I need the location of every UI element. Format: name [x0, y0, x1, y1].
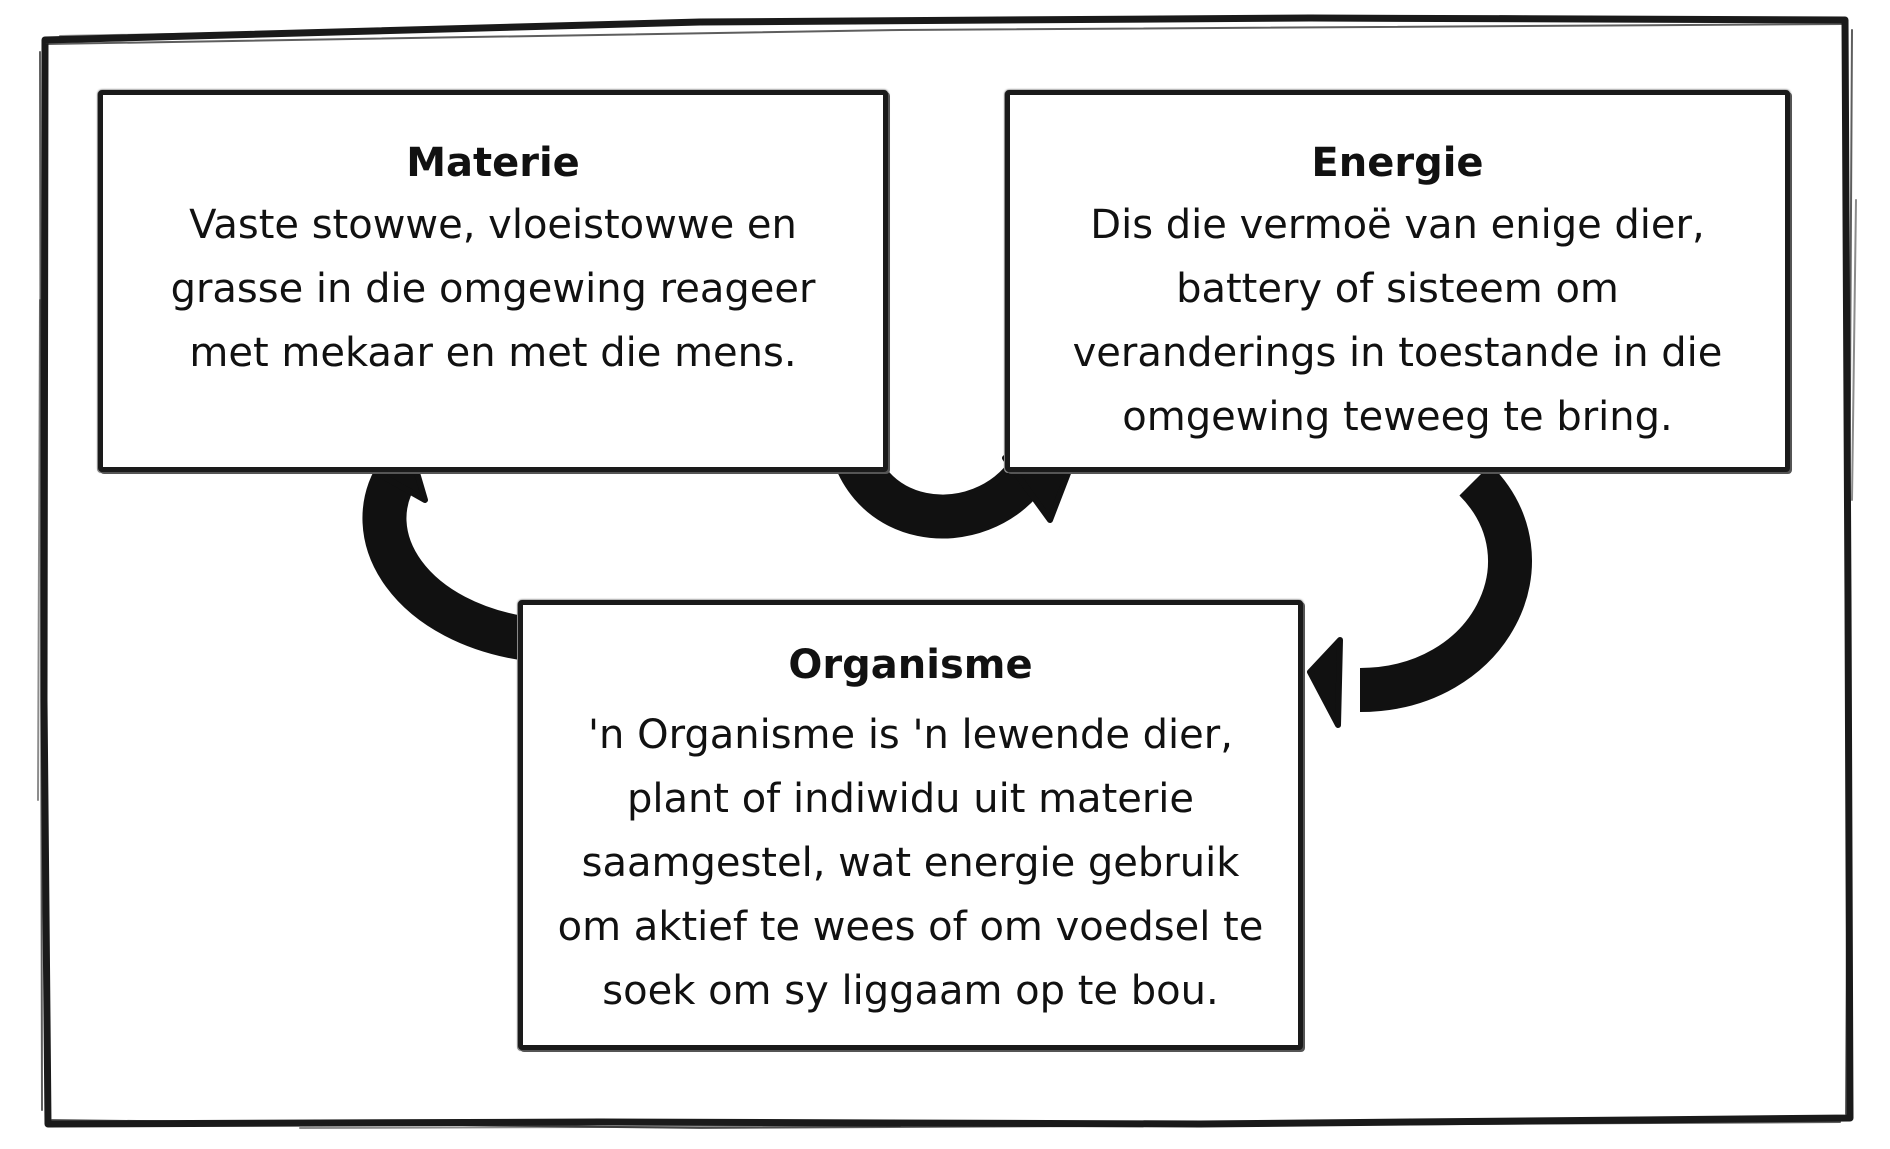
materie-title: Materie: [406, 140, 580, 186]
organisme-line: saamgestel, wat energie gebruik: [581, 840, 1240, 886]
organisme-line: plant of indiwidu uit materie: [626, 776, 1195, 822]
organisme-line: soek om sy liggaam op te bou.: [602, 968, 1219, 1014]
arrow-energie-to-organisme: [1310, 480, 1510, 725]
organisme-description: [558, 703, 1264, 1023]
organisme-line: 'n Organisme is 'n lewende dier,: [588, 712, 1233, 758]
energie-line: Dis die vermoë van enige dier,: [1090, 202, 1705, 248]
energie-line: veranderings in toestande in die: [1072, 330, 1723, 376]
energie-description: [1073, 193, 1723, 449]
organisme-box: [518, 600, 1303, 1050]
organisme-title: Organisme: [788, 642, 1033, 688]
organisme-line: om aktief te wees of om voedsel te: [557, 904, 1264, 950]
materie-box: [98, 90, 888, 472]
materie-description: [171, 193, 816, 385]
materie-line: Vaste stowwe, vloeistowwe en: [189, 202, 797, 248]
energie-line: battery of sisteem om: [1176, 266, 1619, 312]
energie-box: [1005, 90, 1790, 472]
materie-line: grasse in die omgewing reageer: [170, 266, 816, 312]
energie-title: Energie: [1311, 140, 1484, 186]
materie-line: met mekaar en met die mens.: [189, 330, 797, 376]
energie-line: omgewing teweeg te bring.: [1122, 394, 1673, 440]
